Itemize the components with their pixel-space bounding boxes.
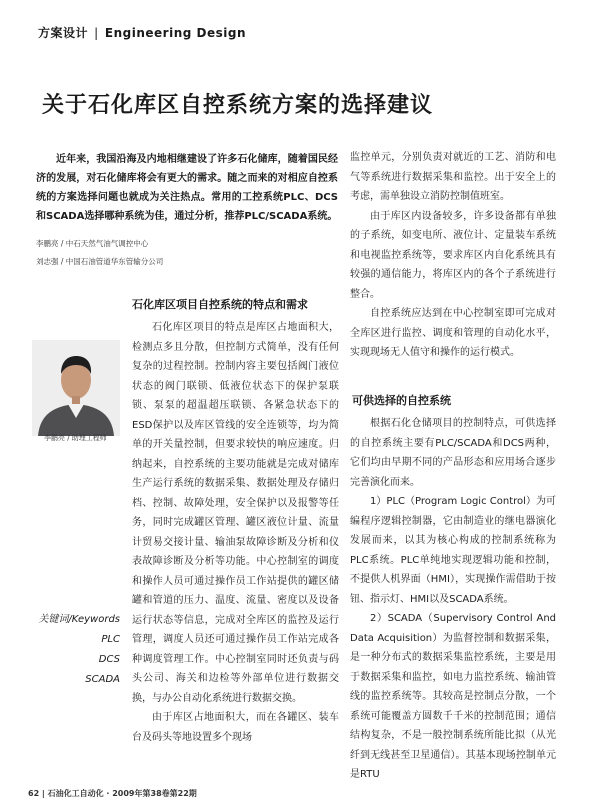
page-footer: 62 | 石油化工自动化 · 2009年第38卷第22期: [28, 789, 197, 798]
keyword-item: DCS: [98, 654, 120, 665]
paragraph: 监控单元，分别负责对就近的工艺、消防和电气等系统进行数据采集和监控。出于安全上的考虑，需单独设立消防控制值班室。: [350, 152, 556, 202]
paragraph: 自控系统应达到在中心控制室即可完成对全库区进行监控、调度和管理的自动化水平，实现现场无人值守和操作的运行模式。: [350, 308, 556, 358]
paragraph: 石化库区项目的特点是库区占地面积大，检测点多且分散，但控制方式简单，没有任何复杂的过程控制。控制内容主要包括阀门液位状态的阀门联锁、低液位状态下的保护泵联锁、泵泵的超温超压联锁、各紧急状态下的ESD保护以及库区管线的安全连锁等，均为简单的开关量控制，但要求较快的响应速度。归纳起来，自控系统的主要功能就是完成对储库生产运行系统的数据采集、数据处理及存储归档、控制、故障处理，安全保护以及报警等任务，同时完成罐区管理、罐区液位计量、流量计贸易交接计量、输油泵故障诊断及分析和仪表故障诊断及分析等功能。中心控制室的调度和操作人员可通过操作员工作站提供的罐区储罐和管道的压力、温度、流量、密度以及设备运行状态等信息，完成对全库区的监控及运行管理，调度人员还可通过操作员工作站完成各种调度管理工作。中心控制室同时还负责与码头公司、海关和边检等外部单位进行数据交换，与办公自动化系统进行数据交换。: [132, 322, 339, 704]
paragraph: 1）PLC（Program Logic Control）为可编程序逻辑控制器，它由制造业的继电器演化发展而来，以其为核心构成的控制系统称为PLC系统。PLC单纯地实现逻辑功能和控制，不提供人机界面（HMI），实现操作需借助于按钮、指示灯、HMI以及SCADA系统。: [350, 496, 556, 605]
section-heading-features: 石化库区项目自控系统的特点和需求: [132, 298, 308, 311]
section-tag-en: Engineering Design: [104, 26, 246, 40]
article-title: 关于石化库区自控系统方案的选择建议: [42, 92, 434, 118]
author-2: 刘志强 / 中国石油管道华东管输分公司: [36, 257, 164, 266]
abstract: 近年来，我国沿海及内地相继建设了许多石化储库，随着国民经济的发展，对石化储库将会有更大的需求。随之而来的对相应自控系统的方案选择问题也就成为关注热点。常用的工控系统PLC、DCS和SCADA选择哪种系统为佳，通过分析，推荐PLC/SCADA系统。: [36, 154, 338, 222]
section-tag: [38, 24, 246, 41]
keywords-heading: 关键词/Keywords: [38, 614, 120, 625]
paragraph: 由于库区占地面积大，而在各罐区、装车台及码头等地设置多个现场: [132, 712, 339, 743]
right-column-body: [350, 414, 556, 785]
keywords-block: [28, 610, 120, 690]
portrait-figure: [32, 340, 120, 436]
paragraph: 根据石化仓储项目的控制特点，可供选择的自控系统主要有PLC/SCADA和DCS两种，它们均由早期不同的产品形态和应用场合逐步完善演化而来。: [350, 418, 556, 488]
keyword-item: PLC: [101, 634, 120, 645]
left-column-body: [132, 318, 339, 747]
paragraph: 2）SCADA（Supervisory Control And Data Acquisition）为监督控制和数据采集，是一种分布式的数据采集监控系统，主要是用于数据采集和监控，如电力监控系统、输油管线的监控系统等。其较高是控制点分散，一个系统可能覆盖方圆数千千米的控制范围；通信结构复杂，不是一般控制系统所能比拟（从光纤到无线甚至卫星通信）。其基本现场控制单元是RTU: [350, 613, 556, 780]
paragraph: 由于库区内设备较多，许多设备都有单独的子系统，如变电所、液位计、定量装车系统和电视监控系统等，要求库区内自化系统具有较强的通信能力，将库区内的各个子系统进行整合。: [350, 210, 556, 300]
author-photo: [32, 340, 120, 436]
section-separator: |: [94, 26, 99, 40]
keyword-item: SCADA: [85, 674, 120, 685]
right-column-top: [350, 148, 556, 363]
photo-caption: 李鹏亮 / 助理工程师: [44, 434, 107, 442]
section-tag-cn: 方案设计: [38, 26, 89, 40]
author-1: 李鹏亮 / 中石天然气油气调控中心: [36, 239, 149, 248]
section-heading-options: 可供选择的自控系统: [352, 394, 451, 407]
